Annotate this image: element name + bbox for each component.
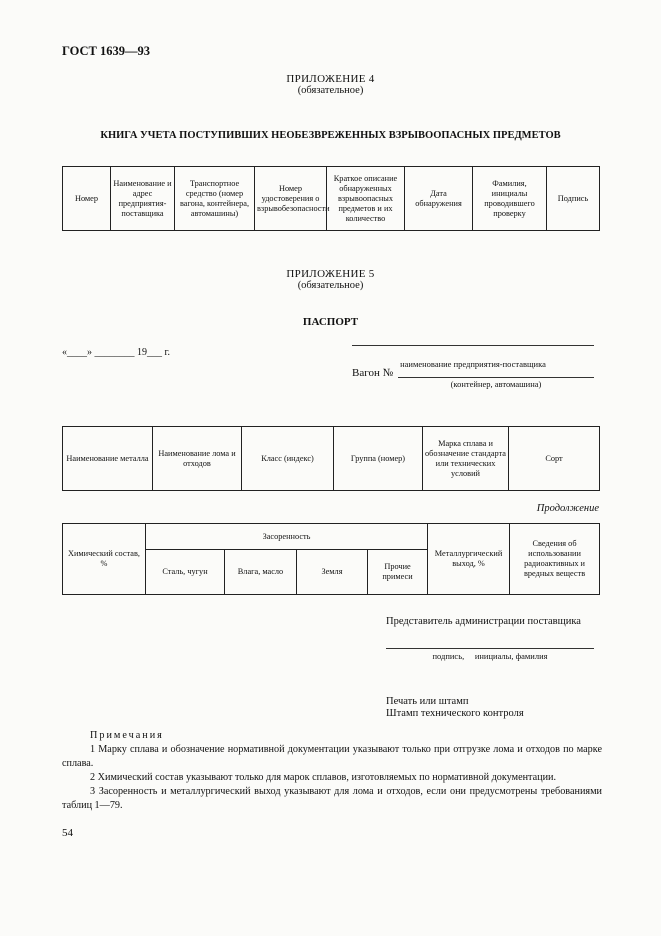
contamination-steel: Сталь, чугун bbox=[146, 550, 225, 595]
wagon-label: Вагон № bbox=[352, 367, 394, 379]
appendix5-note: (обязательное) bbox=[297, 280, 364, 291]
contamination-header: Засоренность bbox=[146, 524, 428, 550]
passport-col-grade: Сорт bbox=[509, 427, 600, 491]
page-number: 54 bbox=[62, 827, 73, 839]
register-col-transport: Транспортное средство (номер вагона, контейнера, автомашины) bbox=[175, 167, 255, 231]
document-code: ГОСТ 1639—93 bbox=[62, 44, 151, 58]
register-table bbox=[62, 166, 600, 231]
appendix4-note: (обязательное) bbox=[297, 85, 364, 96]
contamination-soil: Земля bbox=[297, 550, 368, 595]
notes-title: Примечания bbox=[90, 730, 164, 741]
continuation-label: Продолжение bbox=[536, 503, 599, 514]
notes-section bbox=[62, 729, 602, 813]
stamp-label: Печать или штамп bbox=[386, 696, 469, 707]
note-item-2: 2 Химический состав указывают только для марок сплавов, изготовляемых по нормативной документации. bbox=[90, 772, 557, 783]
metallurgical-yield-header: Металлургический выход, % bbox=[428, 524, 510, 595]
supplier-caption: наименование предприятия-поставщика bbox=[400, 359, 546, 369]
wagon-line bbox=[398, 377, 594, 378]
passport-heading: ПАСПОРТ bbox=[302, 316, 359, 328]
note-item-1: 1 Марку сплава и обозначение нормативной документации указывают только при отгрузке лома и отходов по марке сплава. bbox=[62, 744, 602, 769]
appendix4-heading: КНИГА УЧЕТА ПОСТУПИВШИХ НЕОБЕЗВРЕЖЕННЫХ ВЗРЫВООПАСНЫХ ПРЕДМЕТОВ bbox=[100, 130, 561, 141]
passport-col-class: Класс (индекс) bbox=[242, 427, 334, 491]
register-col-date: Дата обнаружения bbox=[405, 167, 473, 231]
representative-label: Представитель администрации поставщика bbox=[386, 616, 581, 627]
date-line: «____» ________ 19___ г. bbox=[62, 347, 170, 358]
passport-col-metal: Наименование металла bbox=[63, 427, 153, 491]
signature-line bbox=[386, 648, 594, 649]
passport-col-scrap: Наименование лома и отходов bbox=[153, 427, 242, 491]
passport-col-alloy: Марка сплава и обозначение стандарта или технических условий bbox=[423, 427, 509, 491]
register-col-inspector: Фамилия, инициалы проводившего проверку bbox=[473, 167, 547, 231]
contamination-other: Прочие примеси bbox=[368, 550, 428, 595]
technical-control-stamp-label: Штамп технического контроля bbox=[386, 708, 524, 719]
note-item-3: 3 Засоренность и металлургический выход указывают для лома и отходов, если они предусмотрены требованиями таблиц 1—79. bbox=[62, 786, 602, 811]
passport-table bbox=[62, 426, 600, 491]
register-col-description: Краткое описание обнаруженных взрывоопасных предметов и их количество bbox=[327, 167, 405, 231]
chemical-composition-header: Химический состав, % bbox=[63, 524, 146, 595]
register-col-certificate: Номер удостоверения о взрывобезопасности bbox=[255, 167, 327, 231]
passport-col-group: Группа (номер) bbox=[334, 427, 423, 491]
appendix5-title: ПРИЛОЖЕНИЕ 5 bbox=[286, 268, 375, 280]
contamination-moisture: Влага, масло bbox=[225, 550, 297, 595]
supplier-line bbox=[352, 345, 594, 346]
signature-caption: подпись, инициалы, фамилия bbox=[432, 651, 548, 661]
appendix4-title: ПРИЛОЖЕНИЕ 4 bbox=[286, 73, 375, 85]
wagon-caption: (контейнер, автомашина) bbox=[450, 379, 542, 389]
register-col-signature: Подпись bbox=[547, 167, 600, 231]
register-col-supplier: Наименование и адрес предприятия-поставщика bbox=[111, 167, 175, 231]
register-col-number: Номер bbox=[63, 167, 111, 231]
radioactive-info-header: Сведения об использовании радиоактивных и вредных веществ bbox=[510, 524, 600, 595]
continuation-table bbox=[62, 523, 600, 595]
